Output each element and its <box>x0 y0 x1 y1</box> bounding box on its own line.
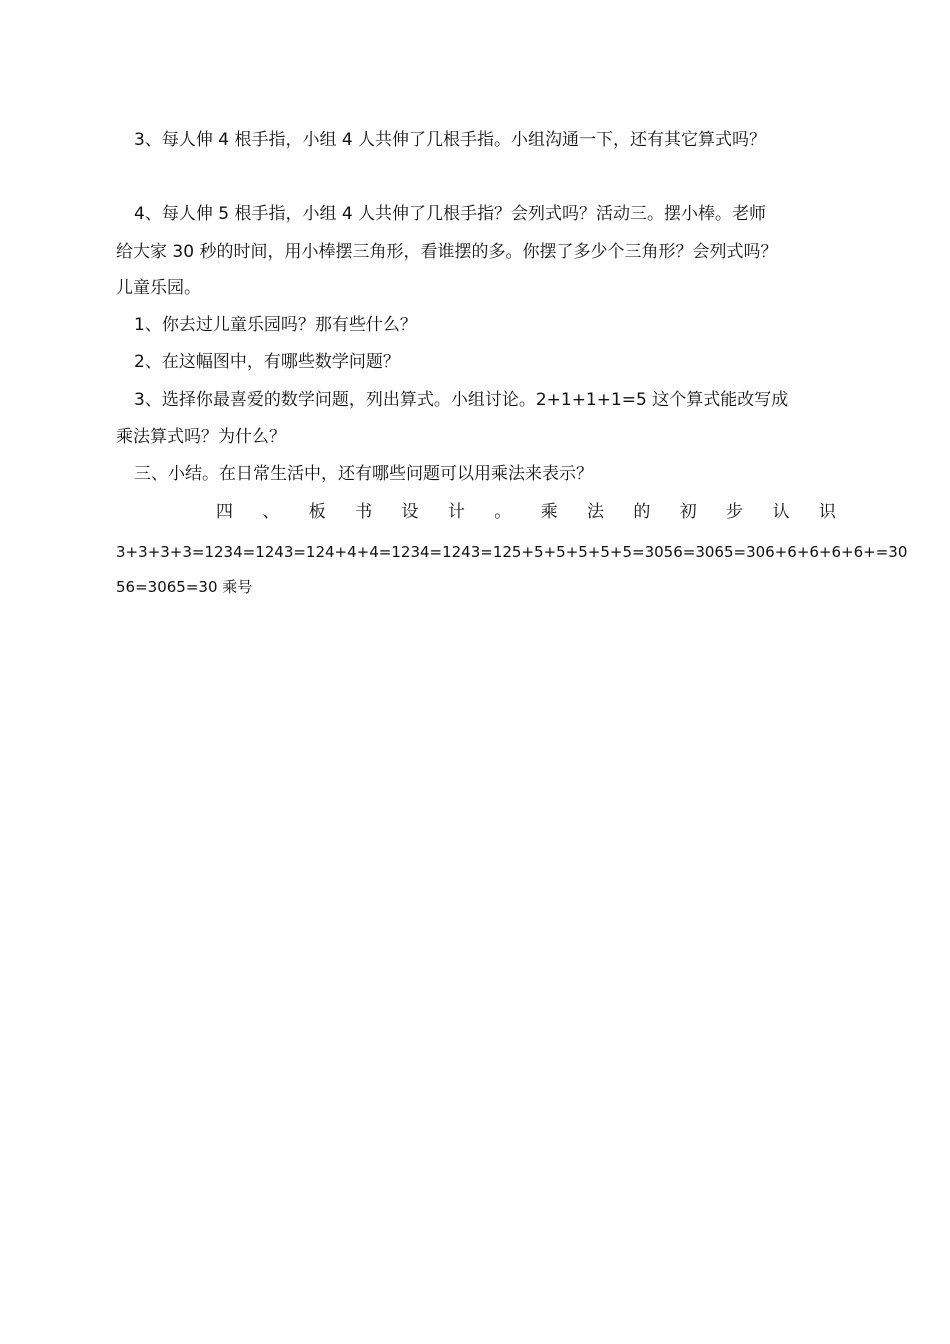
board-formula-line-1: 3+3+3+3=1234=1243=124+4+4=1234=1243=125+5+5+5+5+5=3056=3065=306+6+6+6+6+=30 <box>116 543 908 561</box>
section-title-children-park: 儿童乐园。 <box>116 278 201 298</box>
heading-char: 识 <box>818 502 836 522</box>
question-3-continuation: 乘法算式吗？为什么？ <box>116 427 286 447</box>
question-2: 2、在这幅图中，有哪些数学问题？ <box>134 352 400 372</box>
paragraph-item-4: 4、每人伸 5 根手指，小组 4 人共伸了几根手指？会列式吗？活动三。摆小棒。老师 <box>134 204 767 224</box>
heading-char: 步 <box>726 502 744 522</box>
question-3: 3、选择你最喜爱的数学问题，列出算式。小组讨论。2+1+1+1=5 这个算式能改写成 <box>134 390 789 410</box>
heading-char: 的 <box>633 502 651 522</box>
heading-char: 乘 <box>540 502 558 522</box>
heading-char: 法 <box>587 502 604 522</box>
heading-char: 初 <box>679 502 697 522</box>
heading-char: 板 <box>308 502 326 522</box>
question-1: 1、你去过儿童乐园吗？那有些什么？ <box>134 315 417 335</box>
heading-char: 计 <box>447 502 465 522</box>
paragraph-continuation: 给大家 30 秒的时间，用小棒摆三角形，看谁摆的多。你摆了多少个三角形？会列式吗？ <box>116 242 778 262</box>
heading-char: 书 <box>355 502 373 522</box>
heading-char: 设 <box>401 502 419 522</box>
heading-char: 、 <box>262 502 280 522</box>
board-design-heading <box>216 500 836 524</box>
heading-char: 四 <box>216 502 233 522</box>
heading-char: 认 <box>772 502 790 522</box>
summary-paragraph: 三、小结。在日常生活中，还有哪些问题可以用乘法来表示？ <box>134 464 593 484</box>
heading-char: 。 <box>494 502 512 522</box>
board-formula-line-2: 56=3065=30 乘号 <box>116 578 253 596</box>
paragraph-item-3: 3、每人伸 4 根手指，小组 4 人共伸了几根手指。小组沟通一下，还有其它算式吗？ <box>134 130 767 150</box>
